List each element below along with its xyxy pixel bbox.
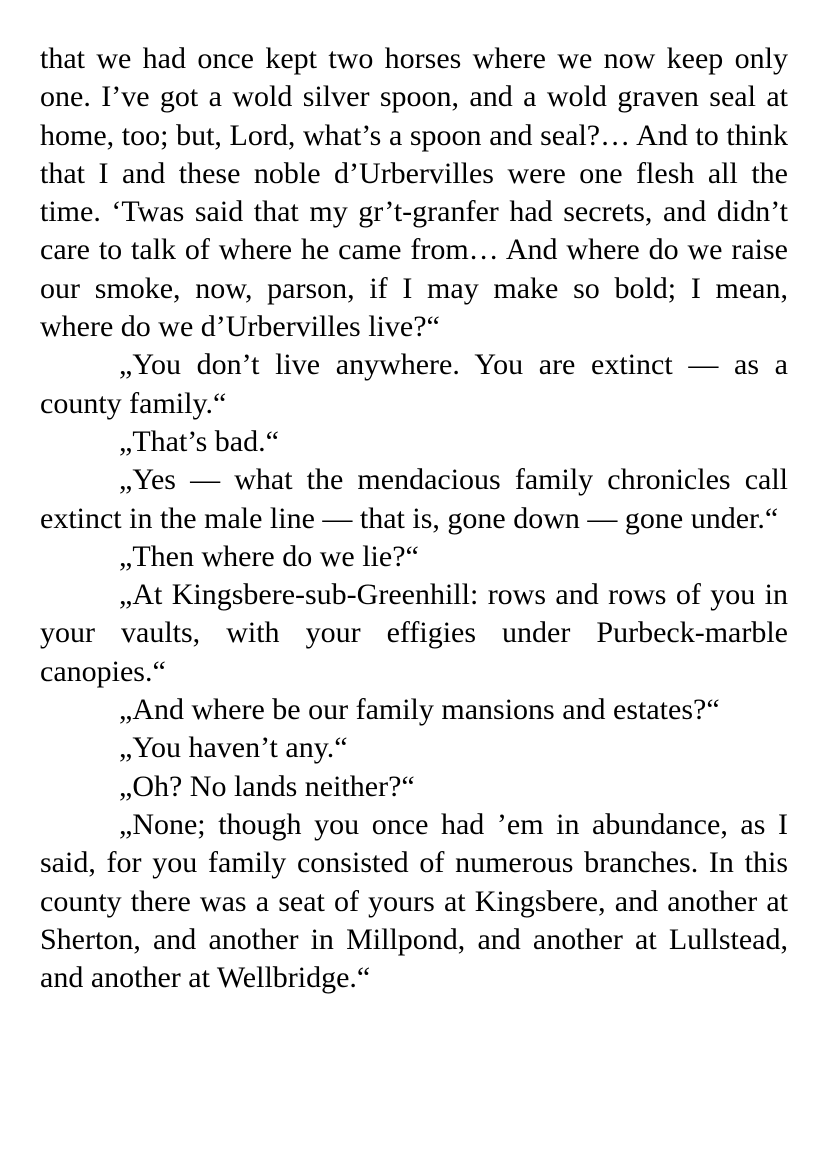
paragraph-dialogue: „Yes — what the mendacious family chronicles call extinct in the male line — that is, gone down — gone under.“ — [40, 463, 788, 535]
paragraph-dialogue: „You don’t live anywhere. You are extinct — as a county family.“ — [40, 348, 788, 420]
paragraph-dialogue: „You haven’t any.“ — [119, 731, 348, 765]
paragraph-dialogue: „At Kingsbere-sub-Greenhill: rows and rows of you in your vaults, with your effigies under Purbeck-marble canopies.“ — [40, 578, 788, 688]
paragraph-dialogue: „Then where do we lie?“ — [119, 539, 419, 573]
paragraph-dialogue: „Oh? No lands neither?“ — [119, 769, 415, 803]
paragraph-dialogue: „That’s bad.“ — [119, 424, 279, 458]
paragraph-dialogue: „None; though you once had ’em in abundance, as I said, for you family consisted of numerous branches. In this county there was a seat of yours at Kingsbere, and another at Sherton, and another in Millpond, and another at Lullstead, and another at Wellbridge.“ — [40, 807, 788, 995]
paragraph-dialogue: „And where be our family mansions and estates?“ — [119, 693, 720, 727]
paragraph-continuation: that we had once kept two horses where we now keep only one. I’ve got a wold silver spoon, and a wold graven seal at home, too; but, Lord, what’s a spoon and seal?… And to think that I and these noble d’Urbervilles were one flesh all the time. ‘Twas said that my gr’t-granfer had secrets, and didn’t care to talk of where he came from… And where do we raise our smoke, now, parson, if I may make so bold; I mean, where do we d’Urbervilles live?“ — [40, 42, 788, 344]
book-page — [40, 40, 788, 997]
